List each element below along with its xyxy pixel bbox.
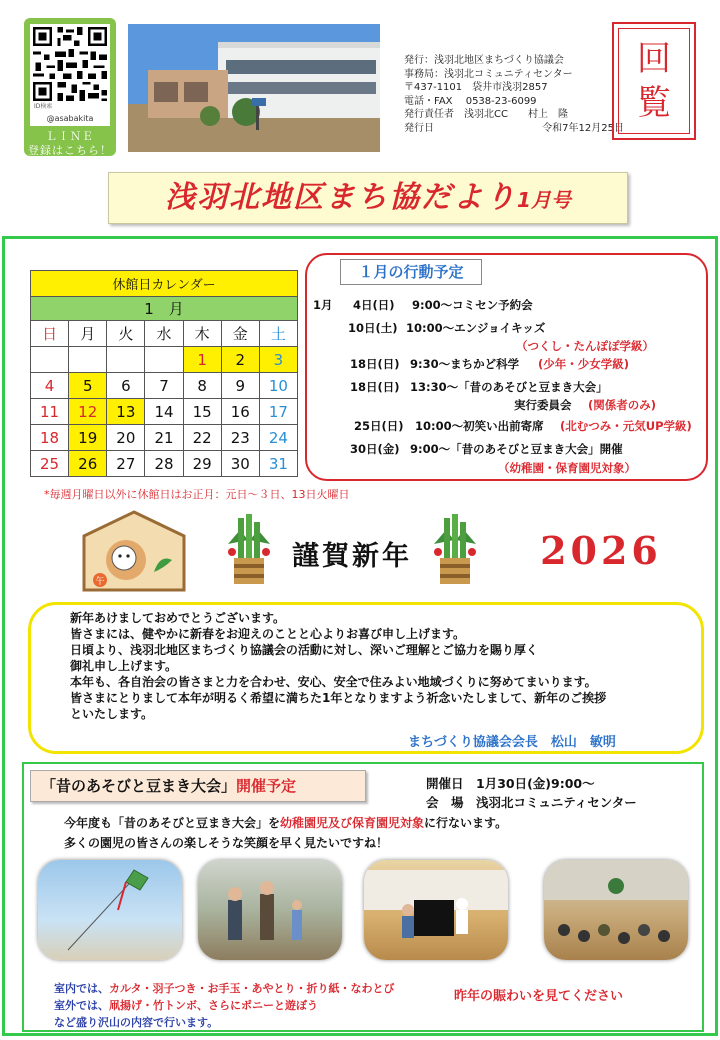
- calendar-day: 23: [221, 425, 259, 451]
- event-date: 開催日 1月30日(金)9:00～: [426, 776, 595, 791]
- greeting-line: 新年あけましておめでとうございます。: [70, 611, 286, 625]
- schedule-item-note: (北むつみ・元気UP学級): [560, 419, 692, 433]
- calendar-week: [31, 347, 298, 373]
- weekday-thu: 木: [183, 321, 221, 347]
- event-photo-outdoor-play: [198, 860, 342, 960]
- event-desc-part: に行ないます。: [424, 816, 508, 830]
- stamp-char-2: 覧: [637, 83, 671, 123]
- calendar-day: [31, 347, 69, 373]
- calendar-day: 7: [145, 373, 183, 399]
- calendar-day-closed: 3: [259, 347, 297, 373]
- schedule-item-text: 9:00～コミセン予約会: [412, 298, 533, 312]
- calendar-day: 21: [145, 425, 183, 451]
- weekday-sat: 土: [259, 321, 297, 347]
- schedule-item-text: 10:00～初笑い出前寄席: [415, 419, 544, 433]
- calendar-day: 25: [31, 451, 69, 477]
- outdoor-label: 室外では、: [54, 999, 109, 1012]
- event-title-status: 開催予定: [236, 777, 297, 795]
- new-year-year: [516, 528, 686, 572]
- new-year-greeting: 謹賀新年: [292, 541, 412, 572]
- calendar-day: 22: [183, 425, 221, 451]
- ema-plaque-illustration: [80, 510, 188, 594]
- publisher-info: [404, 54, 624, 135]
- line-register-text[interactable]: [24, 130, 116, 158]
- calendar-day: 4: [31, 373, 69, 399]
- calendar-month: 1 月: [31, 297, 298, 321]
- schedule-item-text: 13:30～「昔のあそびと豆まき大会」: [410, 380, 608, 394]
- outdoor-items: 凧揚げ・竹トンボ、さらにポニーと遊ぼう: [109, 999, 318, 1012]
- newsletter-title-banner: [108, 172, 628, 224]
- line-qr-panel[interactable]: [24, 18, 116, 156]
- weekday-mon: 月: [69, 321, 107, 347]
- greeting-line: 日頃より、浅羽北地区まちづくり協議会の活動に対し、深いご理解とご協力を賜り厚く: [70, 643, 538, 657]
- stamp-char-1: 回: [637, 39, 671, 79]
- calendar-day: 15: [183, 399, 221, 425]
- calendar-day-closed: 13: [107, 399, 145, 425]
- issue-date-value: 令和7年12月25日: [542, 122, 624, 134]
- activities-closing: など盛り沢山の内容で行います。: [54, 1016, 219, 1029]
- schedule-item-note: (少年・少女学級): [538, 357, 630, 371]
- calendar-title: 休館日カレンダー: [31, 271, 298, 297]
- calendar-note: *毎週月曜日以外に休館日はお正月：元日～３日、13日火曜日: [44, 488, 350, 501]
- indoor-items: カルタ・羽子つき・お手玉・あやとり・折り紙・なわとび: [109, 982, 395, 995]
- calendar-day: 18: [31, 425, 69, 451]
- schedule-item-date: 30日(金): [350, 442, 400, 456]
- calendar-week: [31, 373, 298, 399]
- newsletter-title: 浅羽北地区まち協だより: [165, 180, 518, 215]
- calendar-day: 17: [259, 399, 297, 425]
- issue-date-label: 発行日: [404, 122, 434, 134]
- calendar-week: [31, 425, 298, 451]
- last-year-caption: 昨年の賑わいを見てください: [454, 989, 624, 1004]
- calendar-day: 27: [107, 451, 145, 477]
- event-title: [30, 770, 366, 802]
- schedule-item-note: (関係者のみ): [588, 398, 657, 412]
- event-description-2: 多くの園児の皆さんの楽しそうな笑顔を早く見たいですね！: [64, 836, 389, 850]
- calendar-day-closed: 5: [69, 373, 107, 399]
- event-venue: 会 場 浅羽北コミュニティセンター: [426, 795, 637, 810]
- schedule-item-text-2: 実行委員会: [514, 398, 572, 412]
- calendar-week: [31, 399, 298, 425]
- event-photo-stage-show: [364, 860, 508, 960]
- calendar-day: 10: [259, 373, 297, 399]
- register-label: 登録はこちら！: [28, 144, 112, 157]
- schedule-item-date: 25日(日): [354, 419, 404, 433]
- calendar-day: 31: [259, 451, 297, 477]
- responsible-line: 発行責任者 浅羽北CC 村上 隆: [404, 109, 568, 120]
- circulation-stamp: [612, 22, 696, 140]
- schedule-title: １月の行動予定: [340, 259, 482, 285]
- circulation-stamp-inner: [618, 28, 690, 134]
- kadomatsu-icon: [224, 514, 274, 586]
- closed-day-calendar: [30, 270, 298, 477]
- calendar-week: [31, 451, 298, 477]
- newsletter-issue: 1月号: [517, 188, 571, 212]
- schedule-item-note: （つくし・たんぽぽ学級）: [516, 339, 654, 353]
- calendar-day: [107, 347, 145, 373]
- year-text: 2026: [540, 528, 662, 572]
- event-photo-audience: [544, 860, 688, 960]
- issue-date-row: [404, 122, 624, 136]
- weekday-tue: 火: [107, 321, 145, 347]
- calendar-day-closed: 1: [183, 347, 221, 373]
- calendar-day: 6: [107, 373, 145, 399]
- schedule-item-date: 10日(土): [348, 321, 398, 335]
- schedule-item-date: 18日(日): [350, 380, 400, 394]
- event-description: [64, 814, 507, 831]
- ema-zodiac-label: 午: [95, 577, 105, 587]
- schedule-month: 1月: [313, 298, 333, 312]
- calendar-day: 9: [221, 373, 259, 399]
- phone-line: 電話・FAX 0538-23-6099: [404, 95, 537, 107]
- activities-text: [54, 980, 434, 1031]
- greeting-message: [70, 610, 690, 722]
- calendar-weekday-row: [31, 321, 298, 347]
- calendar-day: 28: [145, 451, 183, 477]
- line-label: ＬＩＮＥ: [46, 130, 94, 143]
- event-target: 幼稚園児及び保育園児対象: [280, 816, 425, 830]
- greeting-line: 皆さまには、健やかに新春をお迎えのことと心よりお喜び申し上げます。: [70, 627, 466, 641]
- schedule-item-date: 18日(日): [350, 357, 400, 371]
- calendar-day-closed: 26: [69, 451, 107, 477]
- publisher-line: 発行：浅羽北地区まちづくり協議会: [404, 55, 564, 66]
- calendar-day: 24: [259, 425, 297, 451]
- indoor-activities: [54, 980, 434, 997]
- schedule-item-text: 10:00～エンジョイキッズ: [406, 321, 546, 335]
- event-photo-kite: [38, 860, 182, 960]
- outdoor-activities: [54, 997, 434, 1014]
- greeting-line: 御礼申し上げます。: [70, 659, 178, 673]
- calendar-day: 16: [221, 399, 259, 425]
- schedule-item-text: 9:30～まちかど科学: [410, 357, 520, 371]
- schedule-item-note: （幼稚園・保育園児対象）: [498, 461, 636, 475]
- greeting-line: といたします。: [70, 707, 154, 721]
- address-line: 〒437-1101 袋井市浅羽2857: [404, 82, 548, 93]
- calendar-day-closed: 19: [69, 425, 107, 451]
- weekday-sun: 日: [31, 321, 69, 347]
- calendar-day: [145, 347, 183, 373]
- calendar-day-closed: 2: [221, 347, 259, 373]
- calendar-day: 14: [145, 399, 183, 425]
- kadomatsu-icon: [430, 514, 480, 586]
- weekday-fri: 金: [221, 321, 259, 347]
- calendar-day: 11: [31, 399, 69, 425]
- event-desc-part: 今年度も「昔のあそびと豆まき大会」を: [64, 816, 281, 830]
- calendar-day: 30: [221, 451, 259, 477]
- calendar-day: 29: [183, 451, 221, 477]
- calendar-day: [69, 347, 107, 373]
- building-illustration: [128, 24, 380, 152]
- weekday-wed: 水: [145, 321, 183, 347]
- calendar-day: 20: [107, 425, 145, 451]
- greeting-signature: まちづくり協議会会長 松山 敏明: [408, 735, 616, 750]
- calendar-day-closed: 12: [69, 399, 107, 425]
- schedule-item-date: 4日(日): [353, 298, 395, 312]
- calendar-day: 8: [183, 373, 221, 399]
- office-line: 事務局：浅羽北コミュニティセンター: [404, 68, 573, 80]
- indoor-label: 室内では、: [54, 982, 109, 995]
- community-center-photo: [128, 24, 380, 152]
- greeting-line: 皆さまにとりまして本年が明るく希望に満ちた1年となりますよう祈念いたしまして、新年のご挨拶: [70, 691, 607, 705]
- greeting-line: 本年も、各自治会の皆さまと力を合わせ、安心、安全で住みよい地域づくりに努めてまいります。: [70, 675, 597, 689]
- qr-code[interactable]: [30, 24, 110, 104]
- schedule-item-text: 9:00～「昔のあそびと豆まき大会」開催: [410, 442, 623, 456]
- line-handle: @asabakita: [30, 112, 110, 126]
- qr-search-label: ID検索: [30, 102, 110, 112]
- event-title-name: 「昔のあそびと豆まき大会」: [41, 777, 237, 795]
